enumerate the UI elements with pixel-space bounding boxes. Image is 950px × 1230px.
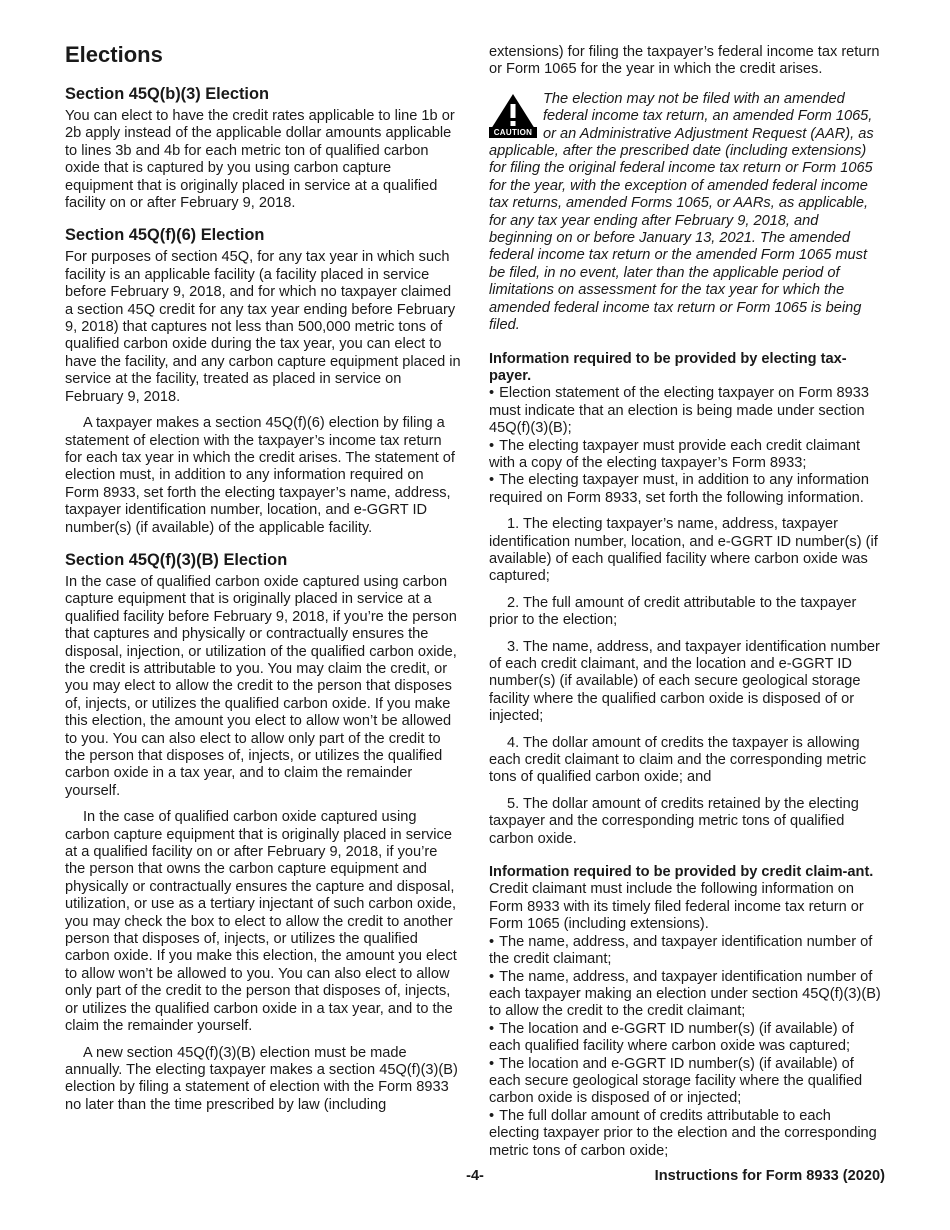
caution-label: CAUTION <box>489 127 537 138</box>
bullet-item: • Election statement of the electing taxpayer on Form 8933 must indicate that an election is being made under section 45Q(f)(3)(B); <box>489 385 885 437</box>
bullet-item: • The full dollar amount of credits attributable to each electing taxpayer prior to the election and the corresponding metric tons of carbon oxide; <box>489 1108 885 1160</box>
bullet-item: • The electing taxpayer must provide each credit claimant with a copy of the electing taxpayer’s Form 8933; <box>489 438 885 473</box>
caution-icon <box>489 93 537 138</box>
bullet-item: • The name, address, and taxpayer identification number of the credit claimant; <box>489 934 885 969</box>
right-column <box>489 44 885 1160</box>
numbered-item: 1. The electing taxpayer’s name, address, taxpayer identification number, location, and e-GGRT ID number(s) (if available) of each qualified facility where carbon oxide was captured; <box>489 516 878 585</box>
info-heading-electing-taxpayer: Information required to be provided by electing tax-payer. <box>489 350 847 384</box>
form-footer-title: Instructions for Form 8933 (2020) <box>654 1168 885 1184</box>
info-text: Credit claimant must include the following information on Form 8933 with its timely filed federal income tax return or Form 1065 (including extensions). <box>489 881 864 933</box>
left-column <box>65 42 461 1114</box>
paragraph: In the case of qualified carbon oxide captured using carbon capture equipment that is originally placed in service at a qualified facility on or after February 9, 2018, if you’re the person that owns the carbon capture equipment and physically or contractually ensures the capture and disposal, utilization, or use as a tertiary injectant of such carbon oxide, you may check the box to elect to allow the credit to another person that disposes of, injects, or utilizes the qualified carbon oxide. If you make this election, the amount you elect to allow won’t be allowed to you. You can also elect to allow only part of the credit to the person that disposes of, injects, or utilizes the qualified carbon oxide in a tax year, and to the claim the remainder yourself. <box>65 809 457 1035</box>
bullet-item: • The electing taxpayer must, in addition to any information required on Form 8933, set forth the following information. <box>489 472 885 507</box>
section-heading-45q-f6: Section 45Q(f)(6) Election <box>65 226 265 245</box>
caution-note <box>489 91 885 335</box>
paragraph: You can elect to have the credit rates applicable to line 1b or 2b apply instead of the applicable dollar amounts applicable to lines 3b and 4b for each metric ton of qualified carbon oxide that is captured by you using carbon capture equipment that is originally placed in service at a qualified facility on or after February 9, 2018. <box>65 108 455 212</box>
info-heading-credit-claimant: Information required to be provided by credit claim-ant. <box>489 864 874 881</box>
info-paragraph-credit-claimant <box>489 864 885 934</box>
paragraph: In the case of qualified carbon oxide captured using carbon capture equipment that is originally placed in service at a qualified facility before February 9, 2018, if you’re the person that captures and physically or contractually ensures the disposal, injection, or utilization of the qualified carbon oxide, the credit is attributable to you. You may claim the credit, or you may elect to allow the credit to the person that disposes of, injects, or utilizes the qualified carbon oxide. If you make this election, the amount you elect to allow won’t be allowed to you. You can also elect to allow only part of the credit to the person that disposes of, injects, or utilizes the qualified carbon oxide in a tax year, and to claim the remainder yourself. <box>65 573 457 799</box>
numbered-item: 2. The full amount of credit attributable to the taxpayer prior to the election; <box>489 594 857 629</box>
bullet-item: • The name, address, and taxpayer identification number of each taxpayer making an election under section 45Q(f)(3)(B) to allow the credit to the credit claimant; <box>489 969 885 1021</box>
page-title: Elections <box>65 42 163 67</box>
bullet-item: • The location and e-GGRT ID number(s) (if available) of each qualified facility where carbon oxide was captured; <box>489 1021 885 1056</box>
numbered-item: 5. The dollar amount of credits retained by the electing taxpayer and the corresponding metric tons of qualified carbon oxide. <box>489 795 859 847</box>
page-number: -4- <box>466 1168 484 1184</box>
caution-text: The election may not be filed with an amended federal income tax return, an amended Form 1065, or an Administrative Adjustment Request (AAR), as applicable, after the prescribed date (including extensions) for filing the original federal income tax return or Form 1065 for the year, with the exception of amended federal income tax returns, amended Forms 1065, or AARs, as applicable, for any tax year ending after February 9, 2018, and beginning on or before January 13, 2021. The amended federal income tax return or the amended Form 1065 must be filed, in no event, later than the applicable period of limitations on assessment for the tax year for which the amended federal income tax return or Form 1065 is being filed. <box>489 90 874 334</box>
numbered-item: 4. The dollar amount of credits the taxpayer is allowing each credit claimant to claim and the corresponding metric tons of qualified carbon oxide; and <box>489 734 867 786</box>
paragraph: A new section 45Q(f)(3)(B) election must be made annually. The electing taxpayer makes a section 45Q(f)(3)(B) election by filing a statement of election with the Form 8933 no later than the time prescribed by law (including <box>65 1044 458 1113</box>
bullet-item: • The location and e-GGRT ID number(s) (if available) of each secure geological storage facility where the qualified carbon oxide is disposed of or injected; <box>489 1056 885 1108</box>
section-heading-45q-f3b: Section 45Q(f)(3)(B) Election <box>65 550 288 569</box>
section-heading-45q-b3: Section 45Q(b)(3) Election <box>65 85 270 103</box>
numbered-item: 3. The name, address, and taxpayer identification number of each credit claimant, and the location and e-GGRT ID number(s) (if available) of each secure geological storage facility where the qualified carbon oxide is disposed of or injected; <box>489 638 880 725</box>
paragraph: For purposes of section 45Q, for any tax year in which such facility is an applicable facility (a facility placed in service before February 9, 2018, and for which no taxpayer claimed a section 45Q credit for any tax year ending before February 9, 2018) that captures not less than 500,000 metric tons of qualified carbon oxide during the tax year, you can elect to have the facility, and any carbon capture equipment placed in service at the facility, treated as placed in service on February 9, 2018. <box>65 249 461 405</box>
paragraph: A taxpayer makes a section 45Q(f)(6) election by filing a statement of election with the taxpayer’s income tax return for each tax year in which the credit arises. The statement of election must, in addition to any information required on Form 8933, set forth the electing taxpayer’s name, address, taxpayer identification number, location, and e-GGRT ID number(s) (if available) of the applicable facility. <box>65 415 455 536</box>
paragraph: extensions) for filing the taxpayer’s federal income tax return or Form 1065 for the year in which the credit arises. <box>489 44 880 78</box>
